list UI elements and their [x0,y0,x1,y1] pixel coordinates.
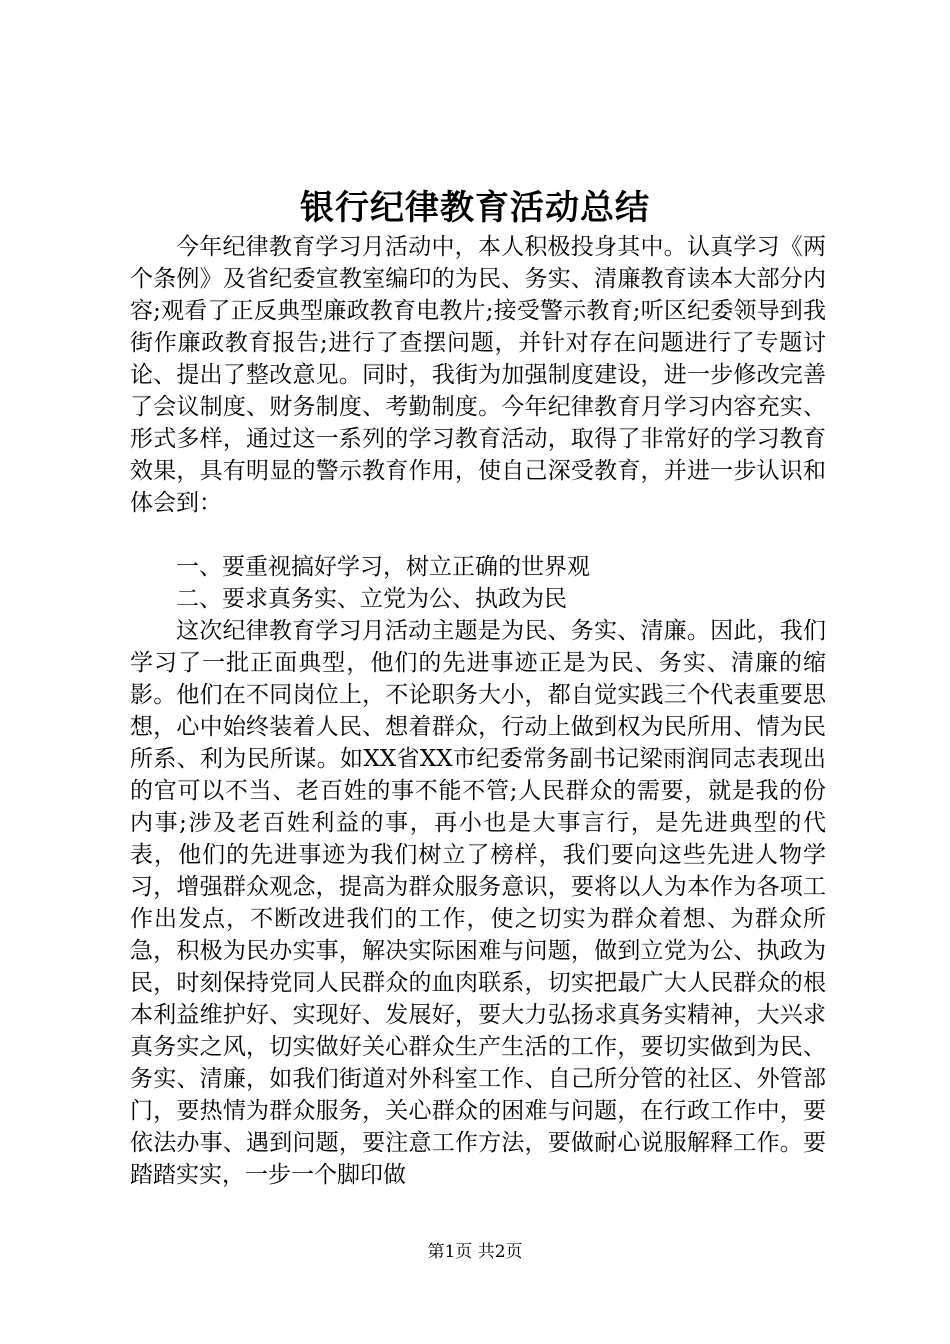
document-body [130,231,826,1191]
paragraph-main: 这次纪律教育学习月活动主题是为民、务实、清廉。因此，我们学习了一批正面典型，他们的先进事迹正是为民、务实、清廉的缩影。他们在不同岗位上，不论职务大小，都自觉实践三个代表重要思想，心中始终装着人民、想着群众，行动上做到权为民所用、情为民所系、利为民所谋。如XX省XX市纪委常务副书记梁雨润同志表现出的官可以不当、老百姓的事不能不管;人民群众的需要，就是我的份内事;涉及老百姓利益的事，再小也是大事言行，是先进典型的代表，他们的先进事迹为我们树立了榜样，我们要向这些先进人物学习，增强群众观念，提高为群众服务意识，要将以人为本作为各项工作出发点，不断改进我们的工作，使之切实为群众着想、为群众所急，积极为民办实事，解决实际困难与问题，做到立党为公、执政为民，时刻保持党同人民群众的血肉联系，切实把最广大人民群众的根本利益维护好、实现好、发展好，要大力弘扬求真务实精神，大兴求真务实之风，切实做好关心群众生产生活的工作，要切实做到为民、务实、清廉，如我们街道对外科室工作、自己所分管的社区、外管部门，要热情为群众服务，关心群众的困难与问题，在行政工作中，要依法办事、遇到问题，要注意工作方法，要做耐心说服解释工作。要踏踏实实，一步一个脚印做 [130,618,826,1188]
heading-item-1: 一、要重视搞好学习，树立正确的世界观 [176,554,590,580]
document-title: 银行纪律教育活动总结 [300,188,650,228]
paragraph-intro: 今年纪律教育学习月活动中，本人积极投身其中。认真学习《两个条例》及省纪委宣教室编印的为民、务实、清廉教育读本大部分内容;观看了正反典型廉政教育电教片;接受警示教育;听区纪委领导到我街作廉政教育报告;进行了查摆问题，并针对存在问题进行了专题讨论、提出了整改意见。同时，我街为加强制度建设，进一步修改完善了会议制度、财务制度、考勤制度。今年纪律教育月学习内容充实、形式多样，通过这一系列的学习教育活动，取得了非常好的学习教育效果，具有明显的警示教育作用，使自己深受教育，并进一步认识和体会到： [130,234,826,516]
heading-item-2: 二、要求真务实、立党为公、执政为民 [176,586,567,612]
page-number-footer: 第1页 共2页 [427,1242,523,1262]
